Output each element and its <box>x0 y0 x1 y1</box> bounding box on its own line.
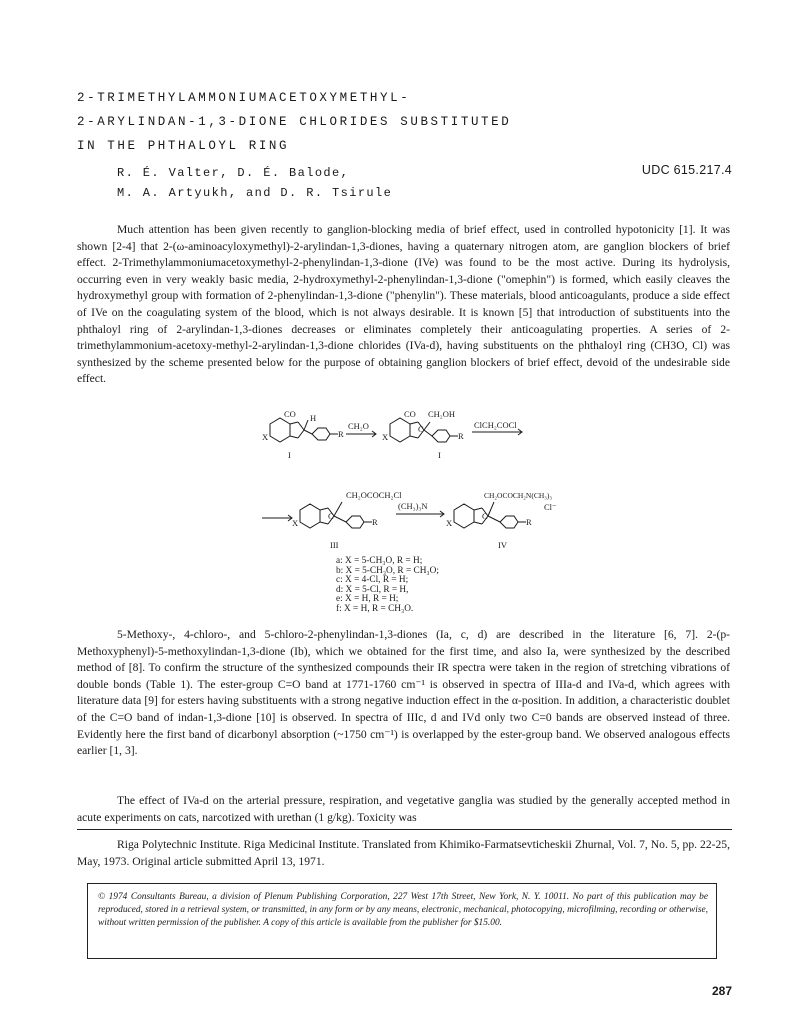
compound-I-right-structure <box>390 418 458 442</box>
authors-line-2: M. A. Artyukh, and D. R. Tsirule <box>117 186 393 200</box>
substituent-d: d: X = 5-Cl, R = H, <box>336 584 409 595</box>
r-label-1: R <box>338 429 344 439</box>
compound-III-structure <box>300 502 372 528</box>
substituent-c: c: X = 4-Cl, R = H; <box>336 575 409 586</box>
r-label-3: R <box>372 517 378 527</box>
authors <box>117 163 392 203</box>
x-label-4: X <box>446 518 453 528</box>
reagent-formaldehyde: CH₂O <box>348 421 369 431</box>
substituent-e: e: X = H, R = H; <box>336 594 399 605</box>
authors-line-1: R. É. Valter, D. É. Balode, <box>117 166 350 180</box>
reagent-trimethylamine: (CH₃)₃N <box>398 501 428 511</box>
title-line-1: 2-TRIMETHYLAMMONIUMACETOXYMETHYL- <box>77 91 411 105</box>
ester-substituent-IV: CH₂OCOCH₂N(CH₃)₃ <box>484 491 552 500</box>
substituent-f: f: X = H, R = CH₃O. <box>336 603 414 614</box>
c-label-1: C <box>418 424 424 434</box>
udc-code: UDC 615.217.4 <box>641 163 732 177</box>
compound-label-IV: IV <box>498 540 507 550</box>
pharmacology-paragraph: The effect of IVa-d on the arterial pressure, respiration, and vegetative ganglia was studied by the generally accepted method in acute experiments on cats, narcotized with urethan (1 g/kg). Toxicity was <box>77 794 730 824</box>
title-line-3: IN THE PHTHALOYL RING <box>77 139 290 153</box>
ester-substituent-III: CH₂OCOCH₂Cl <box>346 490 402 500</box>
title-line-2: 2-ARYLINDAN-1,3-DIONE CHLORIDES SUBSTITUTED <box>77 115 512 129</box>
x-label-2: X <box>382 432 389 442</box>
co-label-2: CO <box>404 409 416 419</box>
affiliation-footnote: Riga Polytechnic Institute. Riga Medicinal Institute. Translated from Khimiko-Farmatsevticheskii Zhurnal, Vol. 7, No. 5, pp. 22-25, May, 1973. Original article submitted April 13, 1971. <box>77 838 730 868</box>
hydroxymethyl-label: CH₂OH <box>428 409 456 419</box>
page-number: 287 <box>711 984 732 998</box>
compound-I-left-structure <box>270 418 338 442</box>
co-label-1: CO <box>284 409 296 419</box>
compound-label-I-left: I <box>288 450 291 460</box>
substituent-b: b: X = 5-CH₃O, R = CH₃O; <box>336 565 439 576</box>
intro-paragraph: Much attention has been given recently to ganglion-blocking media of brief effect, used in controlled hypotonicity [1]. It was shown [2-4] that 2-(ω-aminoacyloxymethyl)-2-arylindan-1,3-diones, having a quaternary nitrogen atom, are ganglion blockers of brief effect. 2-Trimethylammoniumacetoxymethyl-2-phenylindan-1,3-dione (IVe) was found to be the most active. During its hydrolysis, occurring even in very weakly basic media, 2-hydroxymethyl-2-phenylindan-1,3-dione ("omephin") is formed, which easily cleaves the hydroxymethyl group with formation of 2-phenylindan-1,3-dione ("phenylin"). These materials, blood anticoagulants, produce a side effect of IVe on the coagulating system of the blood, which is not always desirable. It is known [5] that introduction of substituents into the phthaloyl ring of 2-arylindan-1,3-diones decreases or eliminates completely their anticoagulating properties. A series of 2-trimethylammonium-acetoxy-methyl-2-arylindan-1,3-dione chlorides (IVa-d), having substituents on the phthaloyl ring (CH3O, Cl) was synthesized by the scheme presented below for the purpose of obtaining ganglion blockers of brief effect, devoid of the undesirable side effect. <box>77 223 730 386</box>
x-label-3: X <box>292 518 299 528</box>
results-paragraph: 5-Methoxy-, 4-chloro-, and 5-chloro-2-phenylindan-1,3-diones (Ia, c, d) are described in the literature [6, 7]. 2-(p-Methoxyphenyl)-5-methoxylindan-1,3-dione (Ib), which we obtained for the first time, and also Ia, were synthesized by the described method of [8]. To confirm the structure of the synthesized compounds their IR spectra were taken in the region of stretching vibrations of double bonds (Table 1). The ester-group C=O band at 1771-1760 cm⁻¹ is observed in spectra of IIIa-d and IVa-d, which agrees with literature data [9] for esters having substituents with a strong negative induction effect in the α-position. In addition, a characteristic doublet of the C=O band of indan-1,3-dione [10] is observed. In spectra of IIIc, d and IVd only two C=0 bands are observed instead of three. Evidently here the first band of dicarbonyl absorption (~1750 cm⁻¹) is overlapped by the ester-group band. We observed analogous effects earlier [1, 3]. <box>77 628 730 758</box>
r-label-2: R <box>458 431 464 441</box>
r-label-4: R <box>526 517 532 527</box>
reagent-chloroacetyl-chloride: ClCH₂COCl <box>474 420 517 430</box>
compound-IV-structure <box>454 502 526 528</box>
article-title <box>77 86 597 158</box>
substituent-a: a: X = 5-CH₃O, R = H; <box>336 556 423 566</box>
copyright-box: © 1974 Consultants Bureau, a division of Plenum Publishing Corporation, 227 West 17th Street, New York, N. Y. 10011. No part of this publication may be reproduced, stored in a retrieval system, or transmitted, in any form or by any means, electronic, mechanical, photocopying, microfilming, recording or otherwise, without written permission of the publisher. A copy of this article is available from the publisher for $15.00. <box>87 883 717 959</box>
chloride-ion: Cl⁻ <box>544 502 557 512</box>
compound-label-III: III <box>330 540 339 550</box>
c-label-2: C <box>328 511 334 521</box>
compound-label-I-right: I <box>438 450 441 460</box>
c-label-3: C <box>482 511 488 521</box>
h-label: H <box>310 413 317 423</box>
substituent-list <box>336 557 439 615</box>
footnote-divider <box>77 829 732 830</box>
x-label-1: X <box>262 432 269 442</box>
